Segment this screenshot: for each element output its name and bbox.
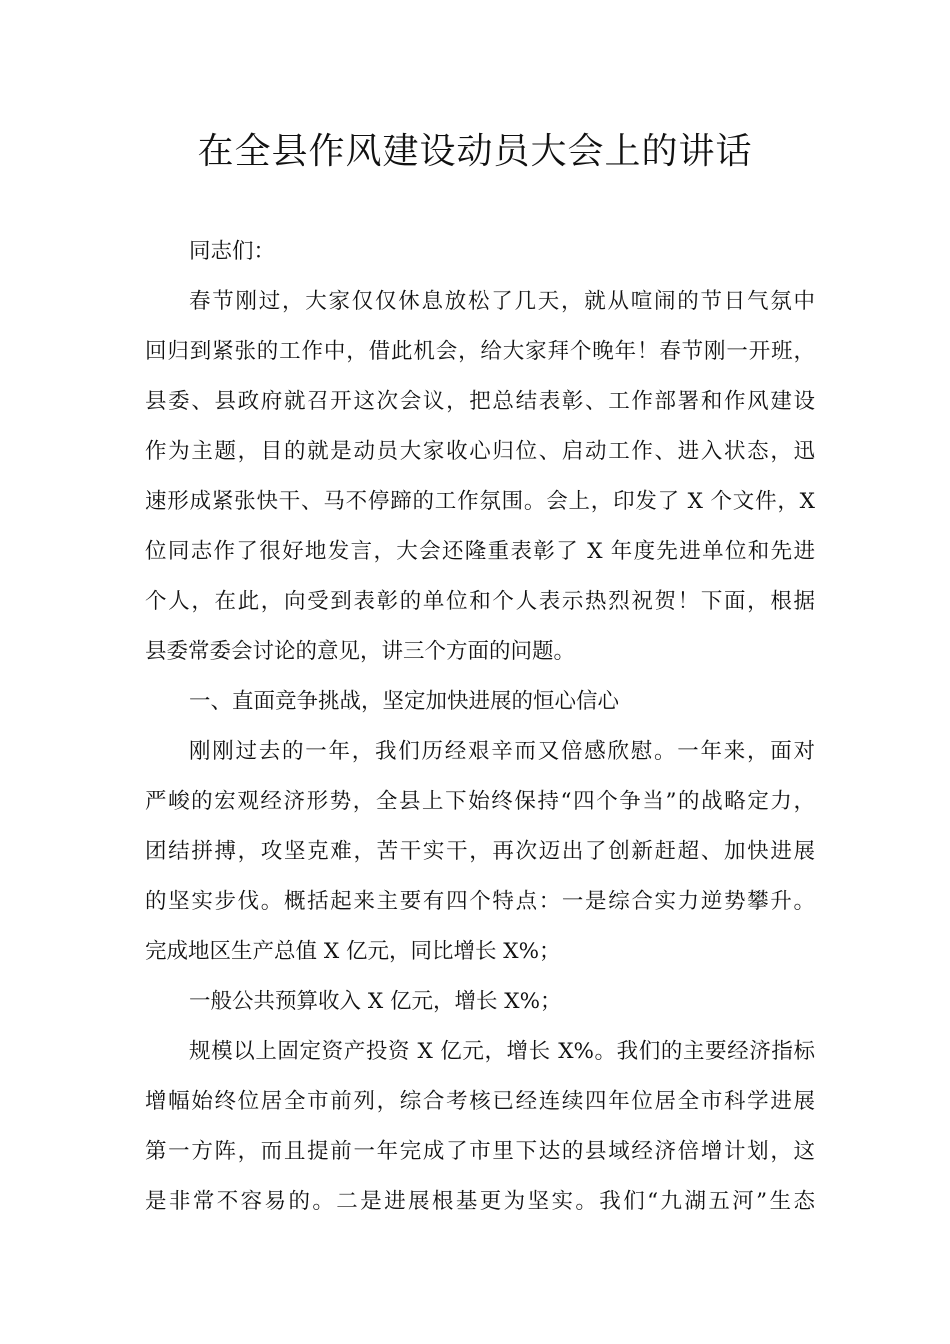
text-line: 刚刚过去的一年，我们历经艰辛而又倍感欣慰。一年来，面对	[189, 739, 815, 764]
document-title: 在全县作风建设动员大会上的讲话	[197, 131, 753, 172]
text-line: 是非常不容易的。二是进展根基更为坚实。我们“九湖五河”生态	[145, 1189, 815, 1214]
text-line: 县委常委会讨论的意见，讲三个方面的问题。	[145, 639, 576, 664]
text-line: 个人，在此，向受到表彰的单位和个人表示热烈祝贺！下面，根据	[145, 589, 815, 614]
salutation-line: 同志们：	[189, 239, 276, 264]
text-line: 团结拼搏，攻坚克难，苦干实干，再次迈出了创新赶超、加快进展	[145, 839, 815, 864]
text-line: 回归到紧张的工作中，借此机会，给大家拜个晚年！春节刚一开班，	[145, 339, 815, 364]
text-line: 第一方阵，而且提前一年完成了市里下达的县域经济倍增计划，这	[145, 1139, 815, 1164]
text-line: 作为主题，目的就是动员大家收心归位、启动工作、进入状态，迅	[145, 439, 815, 464]
text-line: 完成地区生产总值 X 亿元，同比增长 X%；	[145, 939, 561, 964]
document-body	[145, 227, 815, 1227]
text-line: 一般公共预算收入 X 亿元，增长 X%；	[189, 989, 562, 1014]
section-heading: 一、直面竞争挑战，坚定加快进展的恒心信心	[189, 689, 620, 714]
text-line: 严峻的宏观经济形势，全县上下始终保持“四个争当”的战略定力，	[145, 789, 815, 814]
text-line: 县委、县政府就召开这次会议，把总结表彰、工作部署和作风建设	[145, 389, 815, 414]
text-line: 春节刚过，大家仅仅休息放松了几天，就从喧闹的节日气氛中	[189, 289, 815, 314]
text-line: 规模以上固定资产投资 X 亿元，增长 X%。我们的主要经济指标	[189, 1039, 815, 1064]
text-line: 速形成紧张快干、马不停蹄的工作氛围。会上，印发了 X 个文件，X	[145, 489, 815, 514]
text-line: 增幅始终位居全市前列，综合考核已经连续四年位居全市科学进展	[145, 1089, 815, 1114]
text-line: 位同志作了很好地发言，大会还隆重表彰了 X 年度先进单位和先进	[145, 539, 815, 564]
text-line: 的坚实步伐。概括起来主要有四个特点：一是综合实力逆势攀升。	[145, 889, 815, 914]
